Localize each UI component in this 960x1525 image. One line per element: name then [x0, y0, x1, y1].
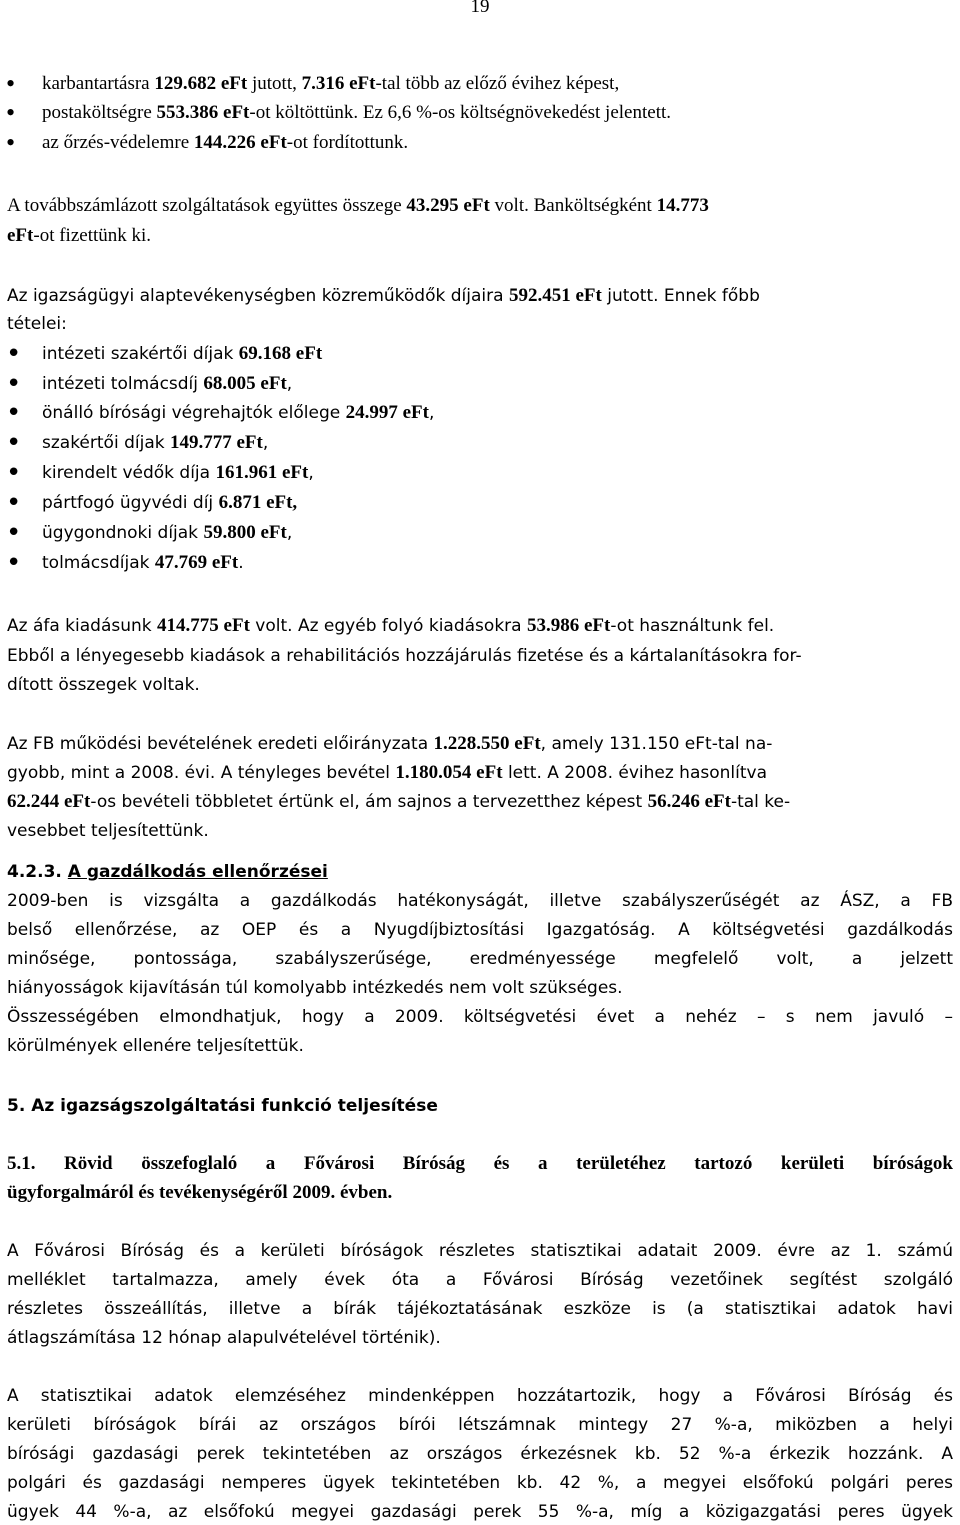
- fee-label: ügygondnoki díjak: [42, 523, 204, 543]
- fee-label: intézeti tolmácsdíj: [42, 374, 204, 394]
- amount: 56.246 eFt: [647, 791, 731, 812]
- paragraph-line: részletes összeállítás, illetve a bírák tájékoztatásának eszköze is (a statisztikai adatok havi: [7, 1299, 953, 1319]
- paragraph-line: melléklet tartalmazza, amely évek óta a Fővárosi Bíróság vezetőinek segítést szolgáló: [7, 1270, 953, 1290]
- punct: ,: [428, 403, 435, 423]
- item-text: -tal több az előző évihez képest,: [375, 73, 620, 94]
- fee-list-item: [42, 490, 953, 516]
- list-item: [42, 100, 953, 126]
- amount: 1.180.054 eFt: [395, 762, 503, 783]
- text: -os bevételi többletet értünk el, ám sajnos a tervezetthez képest: [90, 792, 648, 812]
- punct: ,: [286, 374, 293, 394]
- fee-label: szakértői díjak: [42, 433, 170, 453]
- amount: eFt: [7, 225, 34, 246]
- text: , amely 131.150 eFt-tal na-: [540, 734, 773, 754]
- text: -ot használtunk fel.: [610, 616, 775, 636]
- fee-value: 24.997 eFt: [345, 402, 429, 423]
- paragraph-line: [7, 613, 953, 639]
- fee-label: tolmácsdíjak: [42, 553, 155, 573]
- paragraph-line: A Fővárosi Bíróság és a kerületi bíróságok részletes statisztikai adatait 2009. évre az 1. számú: [7, 1241, 953, 1261]
- paragraph-line: minősége, pontossága, szabályszerűsége, eredményessége megfelelő volt, a jelzett: [7, 949, 953, 969]
- text: Az áfa kiadásunk: [7, 616, 158, 636]
- amount: 62.244 eFt: [7, 791, 91, 812]
- paragraph-line: Ebből a lényegesebb kiadások a rehabilitációs hozzájárulás fizetése és a kártalanításokra for-: [7, 646, 802, 666]
- text: gyobb, mint a 2008. évi. A tényleges bevétel: [7, 763, 396, 783]
- amount: 414.775 eFt: [157, 615, 250, 636]
- amount: 53.986 eFt: [526, 615, 611, 636]
- fee-label: kirendelt védők díja: [42, 463, 216, 483]
- list-item: [42, 71, 953, 97]
- paragraph-line: kerületi bíróságok bírái az országos bírói létszámnak mintegy 27 %-a, miközben a helyi: [7, 1415, 953, 1435]
- punct: ,: [286, 523, 293, 543]
- paragraph-line: [7, 223, 953, 249]
- fee-list-item: [42, 430, 953, 456]
- fee-value: 161.961 eFt: [215, 462, 309, 483]
- text: Az igazságügyi alaptevékenységben közreműködők díjaira: [7, 286, 509, 306]
- item-text: postaköltségre: [42, 102, 157, 123]
- amount: 592.451 eFt: [508, 285, 602, 306]
- punct: ,: [262, 433, 269, 453]
- item-text: az őrzés-védelemre: [42, 132, 194, 153]
- fee-label: önálló bírósági végrehajtók előlege: [42, 403, 346, 423]
- paragraph-line: belső ellenőrzése, az OEP és a Nyugdíjbiztosítási Igazgatóság. A költségvetési gazdálkodás: [7, 920, 953, 940]
- paragraph-line: polgári és gazdasági nemperes ügyek tekintetében kb. 42 %, a megyei elsőfokú polgári peres: [7, 1473, 953, 1493]
- fee-value: 6.871 eFt,: [218, 492, 298, 513]
- paragraph-line: átlagszámítása 12 hónap alapulvételével történik).: [7, 1328, 441, 1348]
- paragraph-line: A statisztikai adatok elemzéséhez mindenképpen hozzátartozik, hogy a Fővárosi Bíróság és: [7, 1386, 953, 1406]
- paragraph-line: [7, 789, 953, 815]
- paragraph-line: tételei:: [7, 314, 67, 334]
- paragraph-line: bírósági gazdasági perek tekintetében az országos érkezésnek kb. 52 %-a érkezik hozzánk. A: [7, 1444, 953, 1464]
- section-heading: [7, 1093, 953, 1119]
- punct: ,: [308, 463, 314, 483]
- list-item: [42, 130, 953, 156]
- fee-value: 59.800 eFt: [203, 522, 287, 543]
- item-text: karbantartásra: [42, 73, 155, 94]
- heading-title: A gazdálkodás ellenőrzései: [67, 862, 328, 882]
- text: Az FB működési bevételének eredeti előirányzata: [7, 734, 434, 754]
- fee-list-item: [42, 371, 953, 397]
- paragraph-line: hiányosságok kijavításán túl komolyabb intézkedés nem volt szükséges.: [7, 978, 623, 998]
- item-amount: 129.682 eFt: [154, 73, 248, 94]
- amount: 14.773: [656, 195, 709, 216]
- paragraph-line: ügyek 44 %-a, az elsőfokú megyei gazdasági perek 55 %-a, míg a közigazgatási peres ügyek: [7, 1502, 953, 1522]
- paragraph-line: vesebbet teljesítettünk.: [7, 821, 209, 841]
- amount: 1.228.550 eFt: [433, 733, 541, 754]
- fee-list-item: [42, 520, 953, 546]
- item-amount: 144.226 eFt: [193, 132, 287, 153]
- paragraph-line: [7, 283, 953, 309]
- fee-list-item: [42, 460, 953, 486]
- fee-list-item: [42, 550, 953, 576]
- paragraph-line: [7, 731, 953, 757]
- fee-label: intézeti szakértői díjak: [42, 344, 239, 364]
- subsection-heading: 5.1. Rövid összefoglaló a Fővárosi Bíróság és a területéhez tartozó kerületi bíróságok: [7, 1153, 953, 1174]
- paragraph-line: [7, 760, 953, 786]
- text: -ot fizettünk ki.: [33, 225, 152, 246]
- fee-value: 47.769 eFt: [154, 552, 239, 573]
- fee-list-item: [42, 400, 953, 426]
- item-text: jutott,: [247, 73, 302, 94]
- text: A továbbszámlázott szolgáltatások együttes összege: [7, 195, 407, 216]
- heading-text: 5. Az igazságszolgáltatási funkció teljesítése: [7, 1096, 438, 1116]
- amount: 43.295 eFt: [406, 195, 490, 216]
- text: volt. Az egyéb folyó kiadásokra: [249, 616, 527, 636]
- item-amount: 553.386 eFt: [156, 102, 250, 123]
- fee-list-item: [42, 341, 953, 367]
- fee-value: 68.005 eFt: [203, 373, 287, 394]
- text: lett. A 2008. évihez hasonlítva: [502, 763, 767, 783]
- fee-label: pártfogó ügyvédi díj: [42, 493, 219, 513]
- fee-value: 149.777 eFt: [169, 432, 263, 453]
- text: volt. Banköltségként: [489, 195, 657, 216]
- paragraph-line: [7, 193, 953, 219]
- paragraph-line: körülmények ellenére teljesítettük.: [7, 1036, 304, 1056]
- paragraph-line: 2009-ben is vizsgálta a gazdálkodás hatékonyságát, illetve szabályszerűségét az ÁSZ, a FB: [7, 891, 953, 911]
- page-number: 19: [470, 0, 490, 17]
- heading-number: 4.2.3.: [7, 862, 68, 882]
- subsection-heading: ügyforgalmáról és tevékenységéről 2009. évben.: [7, 1182, 393, 1203]
- text: jutott. Ennek főbb: [601, 286, 760, 306]
- item-amount: 7.316 eFt: [301, 73, 376, 94]
- section-heading: [7, 859, 953, 885]
- paragraph-line: Összességében elmondhatjuk, hogy a 2009. költségvetési évet a nehéz – s nem javuló –: [7, 1007, 953, 1027]
- item-text: -ot költöttünk. Ez 6,6 %-os költségnövekedést jelentett.: [249, 102, 671, 123]
- item-text: -ot fordítottunk.: [286, 132, 409, 153]
- punct: .: [238, 553, 244, 573]
- paragraph-line: dított összegek voltak.: [7, 675, 200, 695]
- fee-value: 69.168 eFt: [238, 343, 323, 364]
- text: -tal ke-: [730, 792, 791, 812]
